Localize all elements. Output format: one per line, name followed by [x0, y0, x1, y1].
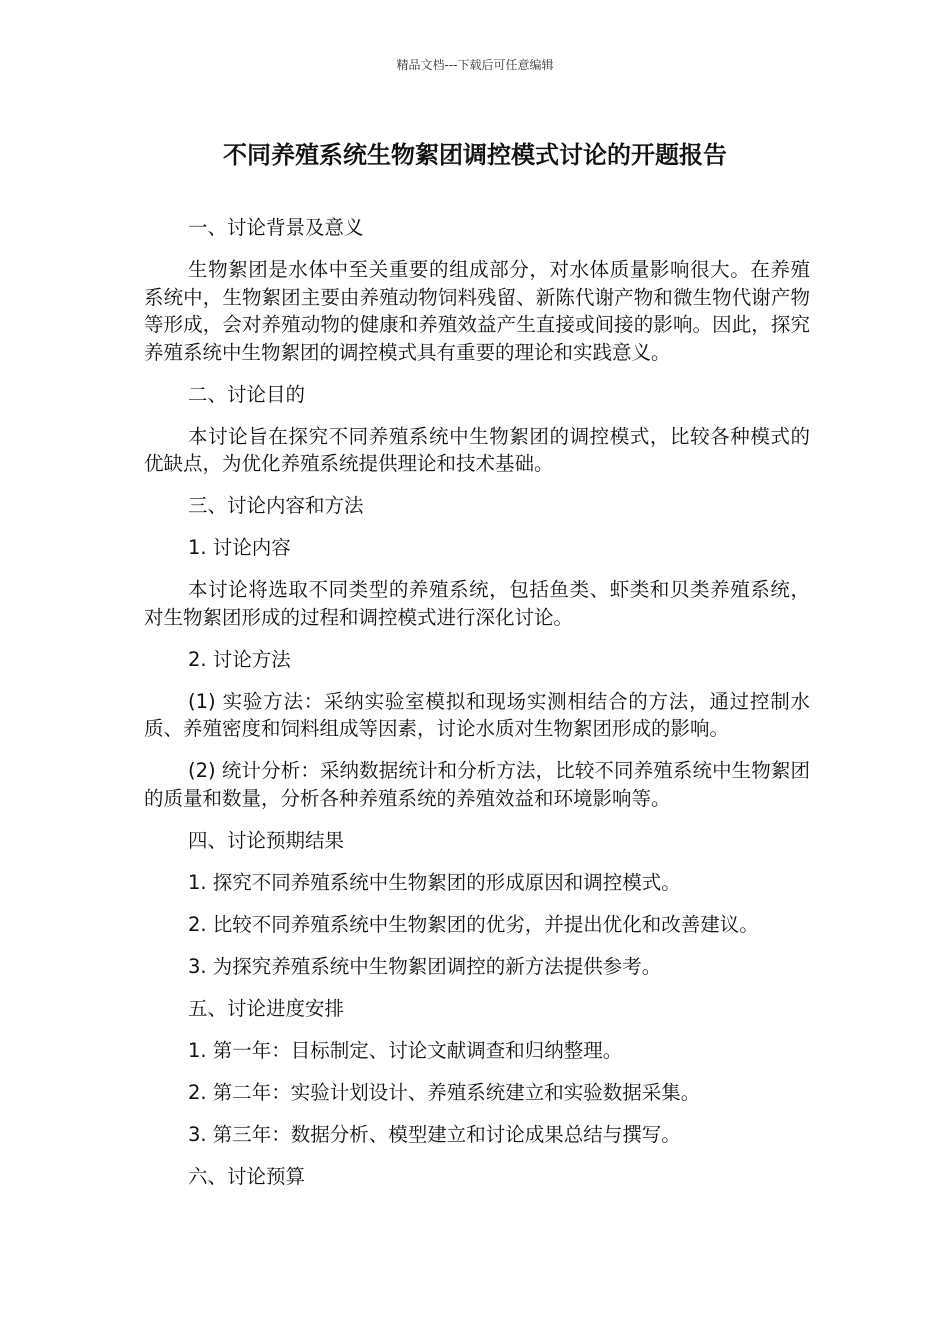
schedule-item: 3. 第三年：数据分析、模型建立和讨论成果总结与撰写。: [188, 1122, 681, 1146]
subheading-methods: 2. 讨论方法: [188, 647, 291, 671]
purpose-paragraph: 本讨论旨在探究不同养殖系统中生物絮团的调控模式，比较各种模式的优缺点，为优化养殖系统提供理论和技术基础。: [144, 424, 810, 475]
header-note: 精品文档---下载后可任意编辑: [396, 58, 554, 72]
section-heading-background: 一、讨论背景及意义: [188, 216, 364, 239]
subheading-content: 1. 讨论内容: [188, 536, 291, 559]
document-body: [144, 214, 810, 1205]
content-paragraph: 本讨论将选取不同类型的养殖系统，包括鱼类、虾类和贝类养殖系统，对生物絮团形成的过程和调控模式进行深化讨论。: [144, 578, 810, 629]
section-heading-budget: 六、讨论预算: [188, 1164, 306, 1188]
schedule-item: 2. 第二年：实验计划设计、养殖系统建立和实验数据采集。: [188, 1080, 701, 1104]
section-heading-expected-results: 四、讨论预期结果: [188, 828, 345, 852]
background-paragraph: 生物絮团是水体中至关重要的组成部分，对水体质量影响很大。在养殖系统中，生物絮团主要由养殖动物饲料残留、新陈代谢产物和微生物代谢产物等形成，会对养殖动物的健康和养殖效益产生直接或间接的影响。因此，探究养殖系统中生物絮团的调控模式具有重要的理论和实践意义。: [144, 258, 810, 364]
expected-result-item: 1. 探究不同养殖系统中生物絮团的形成原因和调控模式。: [188, 870, 681, 894]
section-heading-content-methods: 三、讨论内容和方法: [188, 494, 364, 517]
expected-result-item: 3. 为探究养殖系统中生物絮团调控的新方法提供参考。: [188, 954, 662, 978]
method-statistics-paragraph: (2) 统计分析：采纳数据统计和分析方法，比较不同养殖系统中生物絮团的质量和数量，分析各种养殖系统的养殖效益和环境影响等。: [144, 759, 810, 810]
section-heading-schedule: 五、讨论进度安排: [188, 996, 345, 1020]
method-experiment-paragraph: (1) 实验方法：采纳实验室模拟和现场实测相结合的方法，通过控制水质、养殖密度和饲料组成等因素，讨论水质对生物絮团形成的影响。: [144, 689, 810, 740]
schedule-item: 1. 第一年：目标制定、讨论文献调查和归纳整理。: [188, 1038, 623, 1062]
document-title: 不同养殖系统生物絮团调控模式讨论的开题报告: [223, 141, 727, 169]
section-heading-purpose: 二、讨论目的: [188, 382, 306, 406]
expected-result-item: 2. 比较不同养殖系统中生物絮团的优劣，并提出优化和改善建议。: [188, 912, 759, 936]
